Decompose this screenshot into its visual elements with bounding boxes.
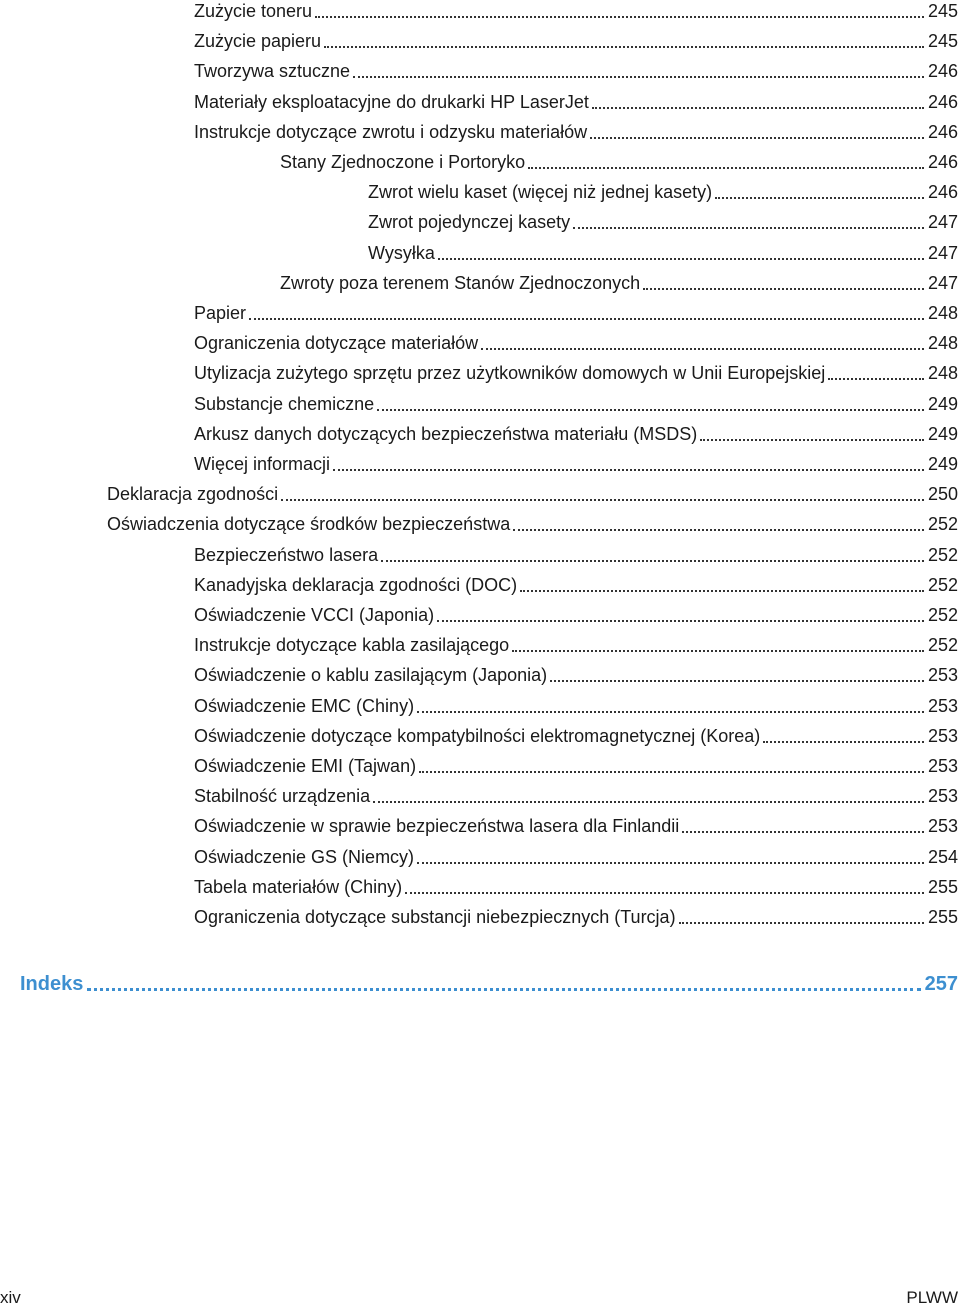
toc-entry-title: Zwrot wielu kaset (więcej niż jednej kasety) xyxy=(368,182,713,203)
toc-entry-title: Więcej informacji xyxy=(194,454,331,474)
dot-leader xyxy=(573,226,924,229)
toc-entry-page: 246 xyxy=(927,182,958,203)
toc-entry[interactable] xyxy=(194,717,958,747)
toc-entry[interactable] xyxy=(194,596,958,626)
toc-entry[interactable] xyxy=(368,203,958,233)
toc-entry-page: 248 xyxy=(927,363,958,384)
dot-leader xyxy=(417,861,924,864)
toc-entry-page: 247 xyxy=(927,242,958,263)
toc-entry[interactable] xyxy=(194,0,958,22)
toc-entry[interactable] xyxy=(194,385,958,415)
dot-leader xyxy=(405,891,924,894)
toc-entry-page: 249 xyxy=(927,423,958,444)
dot-leader xyxy=(715,196,924,199)
toc-entry[interactable] xyxy=(194,868,958,898)
toc-entry[interactable] xyxy=(194,354,958,384)
toc-entry-title: Oświadczenia dotyczące środków bezpieczeństwa xyxy=(107,514,511,535)
toc-entry-page: 252 xyxy=(927,514,958,535)
toc-entry[interactable] xyxy=(194,294,958,324)
toc-entry-title: Kanadyjska deklaracja zgodności (DOC) xyxy=(194,574,518,595)
dot-leader xyxy=(419,770,924,773)
toc-entry-index[interactable] xyxy=(20,966,958,996)
dot-leader xyxy=(373,800,924,803)
toc-entry-page: 246 xyxy=(927,61,958,82)
toc-entry[interactable] xyxy=(194,415,958,445)
toc-entry-page: 253 xyxy=(927,665,958,686)
toc-entry[interactable] xyxy=(280,143,958,173)
toc-entry-page: 253 xyxy=(927,756,958,776)
toc-entry[interactable] xyxy=(194,626,958,656)
toc-entry-page: 253 xyxy=(927,816,958,837)
toc-entry-page: 252 xyxy=(927,635,958,656)
toc-entry-title: Indeks xyxy=(20,973,84,995)
toc-entry-title: Zwrot pojedynczej kasety xyxy=(368,212,571,233)
toc-entry-page: 252 xyxy=(927,574,958,595)
dot-leader xyxy=(87,987,920,991)
toc-entry[interactable] xyxy=(107,475,958,505)
toc-entry[interactable] xyxy=(107,505,958,535)
toc-entry[interactable] xyxy=(194,83,958,113)
toc-entry-title: Utylizacja zużytego sprzętu przez użytkowników domowych w Unii Europejskiej xyxy=(194,363,826,384)
dot-leader xyxy=(528,166,924,169)
toc-entry-title: Oświadczenie EMC (Chiny) xyxy=(194,695,415,716)
dot-leader xyxy=(513,528,924,531)
dot-leader xyxy=(437,619,924,622)
dot-leader xyxy=(592,106,924,109)
toc-entry-page: 250 xyxy=(927,484,958,505)
toc-entry[interactable] xyxy=(194,687,958,717)
toc-entry-page: 255 xyxy=(927,907,958,927)
footer-page-number: xiv xyxy=(0,1288,21,1307)
dot-leader xyxy=(679,921,924,924)
toc-entry-title: Papier xyxy=(194,303,247,323)
toc-entry[interactable] xyxy=(194,113,958,143)
dot-leader xyxy=(643,287,924,290)
dot-leader xyxy=(590,136,924,139)
dot-leader xyxy=(520,589,924,592)
toc-entry[interactable] xyxy=(194,898,958,928)
dot-leader xyxy=(324,45,924,48)
footer-edition: PLWW xyxy=(906,1288,958,1307)
toc-entry-page: 252 xyxy=(927,544,958,565)
dot-leader xyxy=(828,377,924,380)
toc-entry[interactable] xyxy=(194,22,958,52)
toc-entry[interactable] xyxy=(194,324,958,354)
dot-leader xyxy=(315,15,924,18)
toc-entry[interactable] xyxy=(194,777,958,807)
toc-entry[interactable] xyxy=(194,52,958,82)
toc-entry-page: 247 xyxy=(927,212,958,233)
toc-entry-title: Oświadczenie o kablu zasilającym (Japonia) xyxy=(194,665,548,686)
toc-entry-page: 248 xyxy=(927,333,958,354)
toc-entry-title: Oświadczenie dotyczące kompatybilności elektromagnetycznej (Korea) xyxy=(194,725,761,746)
toc-entry-title: Tworzywa sztuczne xyxy=(194,61,351,82)
toc-entry-title: Materiały eksploatacyjne do drukarki HP LaserJet xyxy=(194,91,589,112)
toc-entry-title: Oświadczenie EMI (Tajwan) xyxy=(194,756,417,776)
toc-entry-title: Oświadczenie VCCI (Japonia) xyxy=(194,605,435,625)
toc-entry-title: Oświadczenie w sprawie bezpieczeństwa lasera dla Finlandii xyxy=(194,816,680,837)
toc-entry-title: Instrukcje dotyczące kabla zasilającego xyxy=(194,635,510,656)
toc-entry-page: 253 xyxy=(927,725,958,746)
toc-entry-title: Stany Zjednoczone i Portoryko xyxy=(280,152,526,172)
toc-entry-title: Stabilność urządzenia xyxy=(194,786,371,807)
dot-leader xyxy=(682,830,924,833)
toc-entry[interactable] xyxy=(194,838,958,868)
toc-entry-title: Substancje chemiczne xyxy=(194,393,375,414)
dot-leader xyxy=(281,498,924,501)
toc-entry-title: Oświadczenie GS (Niemcy) xyxy=(194,846,415,867)
dot-leader xyxy=(438,257,924,260)
toc-entry[interactable] xyxy=(194,566,958,596)
toc-entry-page: 247 xyxy=(927,272,958,293)
toc-entry-title: Wysyłka xyxy=(368,242,435,263)
dot-leader xyxy=(417,710,924,713)
dot-leader xyxy=(512,649,924,652)
toc-entry-title: Zużycie papieru xyxy=(194,31,322,52)
toc-entry[interactable] xyxy=(194,445,958,475)
dot-leader xyxy=(550,679,924,682)
toc-entry[interactable] xyxy=(194,807,958,837)
toc-entry-title: Arkusz danych dotyczących bezpieczeństwa materiału (MSDS) xyxy=(194,423,698,444)
dot-leader xyxy=(763,740,924,743)
toc-entry[interactable] xyxy=(194,656,958,686)
toc-entry-title: Bezpieczeństwo lasera xyxy=(194,544,379,565)
toc-entry-page: 253 xyxy=(927,786,958,807)
toc-entry-title: Deklaracja zgodności xyxy=(107,484,279,505)
toc-entry-title: Zwroty poza terenem Stanów Zjednoczonych xyxy=(280,272,641,293)
toc-entry-page: 246 xyxy=(927,152,958,172)
toc-entry-page: 249 xyxy=(927,393,958,414)
dot-leader xyxy=(700,438,924,441)
toc-entry[interactable] xyxy=(368,173,958,203)
toc-entry[interactable] xyxy=(194,747,958,777)
dot-leader xyxy=(333,468,924,471)
toc-entry-page: 255 xyxy=(927,876,958,897)
dot-leader xyxy=(249,317,924,320)
toc-entry-page: 257 xyxy=(924,973,958,995)
toc-entry-page: 248 xyxy=(927,303,958,323)
toc-entry-page: 254 xyxy=(927,846,958,867)
toc-entry-page: 249 xyxy=(927,454,958,474)
toc-entry-title: Ograniczenia dotyczące substancji niebezpiecznych (Turcja) xyxy=(194,907,676,927)
toc-entry-title: Ograniczenia dotyczące materiałów xyxy=(194,333,479,354)
toc-entry[interactable] xyxy=(368,234,958,264)
toc-entry[interactable] xyxy=(194,536,958,566)
toc-entry-page: 246 xyxy=(927,121,958,142)
toc-entry-page: 252 xyxy=(927,605,958,625)
toc-entry-page: 246 xyxy=(927,91,958,112)
toc-entry-page: 245 xyxy=(927,31,958,52)
dot-leader xyxy=(353,75,924,78)
toc-entry-page: 245 xyxy=(927,1,958,21)
toc-entry-title: Tabela materiałów (Chiny) xyxy=(194,876,403,897)
toc-entry[interactable] xyxy=(280,264,958,294)
dot-leader xyxy=(377,408,924,411)
toc-entry-title: Zużycie toneru xyxy=(194,1,313,21)
toc-entry-title: Instrukcje dotyczące zwrotu i odzysku materiałów xyxy=(194,121,588,142)
dot-leader xyxy=(481,347,924,350)
toc-entry-page: 253 xyxy=(927,695,958,716)
dot-leader xyxy=(381,559,924,562)
